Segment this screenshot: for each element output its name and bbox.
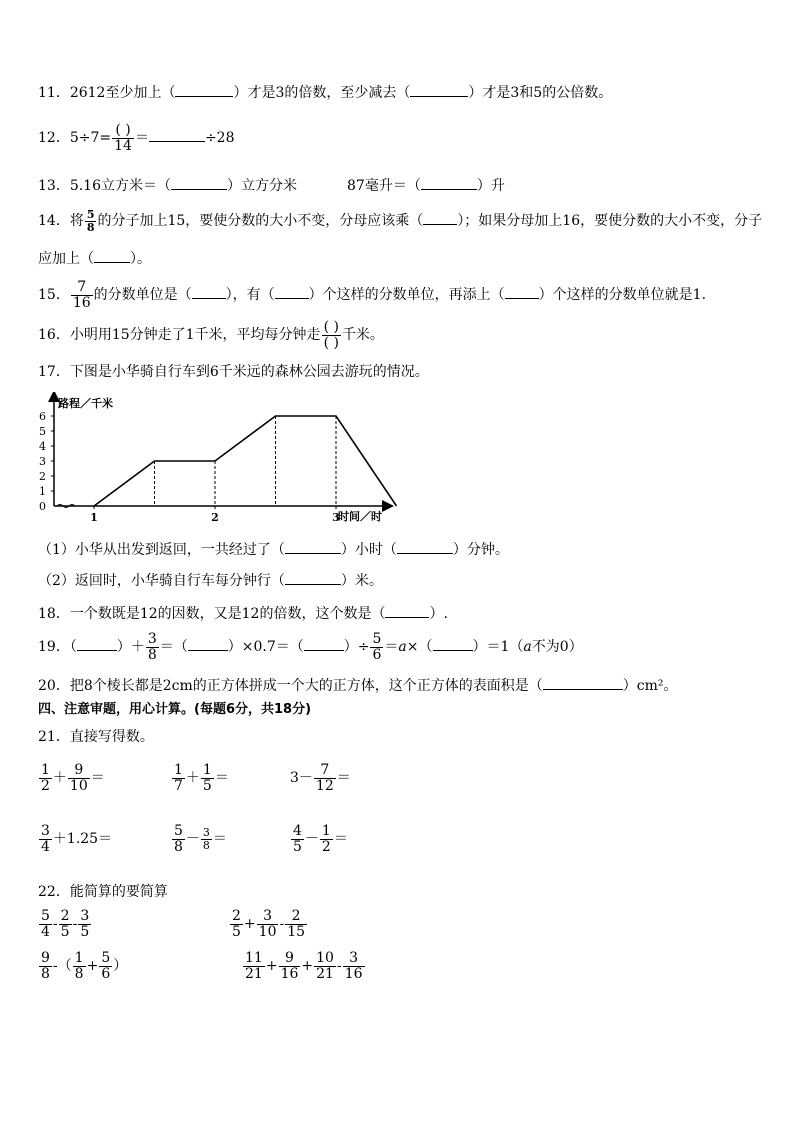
- answer-blank[interactable]: [192, 284, 226, 299]
- fraction: $\frac{( )}{14}$: [114, 121, 132, 154]
- answer-blank[interactable]: [77, 636, 117, 651]
- calc-expression: $\frac{1}{2}$ ＋ $\frac{9}{10}$ ＝: [41, 762, 105, 794]
- fraction: $\frac{3}{8}$: [147, 630, 157, 663]
- simplify-expression: $\frac{5}{4}$ - $\frac{2}{5}$ - $\frac{3}{5}$: [41, 908, 90, 940]
- question-19: 19．（ ）＋ $\frac{3}{8}$ ＝（ ）×0.7＝（ ）÷ $\frac{5}{6}$ ＝a×（ ）＝1（a不为0）: [38, 630, 583, 663]
- answer-blank[interactable]: [275, 284, 309, 299]
- calc-expression: 3－ $\frac{7}{12}$ ＝: [290, 762, 351, 794]
- y-tick-label: 4: [39, 440, 46, 453]
- y-tick-label: 6: [39, 410, 46, 423]
- answer-blank[interactable]: [175, 82, 233, 97]
- question-17-sub2: （2）返回时，小华骑自行车每分钟行（ ）米。: [38, 570, 383, 591]
- question-17-sub1: （1）小华从出发到返回，一共经过了（ ）小时（ ）分钟。: [38, 539, 509, 560]
- answer-blank[interactable]: [433, 636, 473, 651]
- answer-blank[interactable]: [188, 636, 228, 651]
- question-17: 17．下图是小华骑自行车到6千米远的森林公园去游玩的情况。: [38, 364, 429, 380]
- calc-expression: $\frac{5}{8}$ － $\frac{3}{8}$ ＝: [174, 823, 227, 855]
- y-tick-label: 0: [39, 500, 46, 513]
- calc-expression: $\frac{3}{4}$ ＋1.25＝: [41, 823, 113, 855]
- simplify-expression: $\frac{11}{21}$ + $\frac{9}{16}$ + $\frac{10}{21}$ - $\frac{3}{16}$: [245, 950, 363, 982]
- answer-blank[interactable]: [94, 248, 130, 263]
- question-12: 12．5÷7= $\frac{( )}{14}$ ＝ ÷28: [38, 121, 235, 154]
- y-tick-label: 5: [39, 425, 46, 438]
- calc-expression: $\frac{1}{7}$ ＋ $\frac{1}{5}$ ＝: [174, 762, 229, 794]
- section-heading: 四、注意审题，用心计算。(每题6分，共18分): [38, 702, 312, 717]
- question-20: 20．把8个棱长都是2cm的正方体拼成一个大的正方体，这个正方体的表面积是（ ）cm²。: [38, 675, 678, 696]
- question-15: 15． $\frac{7}{16}$ 的分数单位是（ ），有（ ）个这样的分数单位，再添上（ ）个这样的分数单位就是1.: [38, 278, 707, 311]
- fraction: $\frac{5}{6}$: [372, 630, 382, 663]
- y-tick-label: 1: [39, 485, 46, 498]
- fraction: $\frac{( )}{( )}$: [323, 318, 339, 351]
- fraction: $\frac{5}{8}$: [86, 207, 95, 234]
- x-tick-label: 3: [332, 511, 340, 524]
- answer-blank[interactable]: [304, 636, 344, 651]
- answer-blank[interactable]: [285, 570, 341, 585]
- question-14: 14．将 $\frac{5}{8}$ 的分子加上15，要使分数的大小不变，分母应该乘（ ）；如果分母加上16，要使分数的大小不变，分子: [38, 207, 763, 234]
- answer-blank[interactable]: [385, 603, 429, 618]
- simplify-expression: $\frac{9}{8}$ -（ $\frac{1}{8}$ + $\frac{5}{6}$ ）: [41, 950, 128, 982]
- y-axis-label: 路程／千米: [58, 397, 113, 410]
- answer-blank[interactable]: [421, 175, 477, 190]
- question-18: 18．一个数既是12的因数，又是12的倍数，这个数是（ ）.: [38, 603, 448, 624]
- question-11: 11．2612至少加上（ ）才是3的倍数，至少减去（ ）才是3和5的公倍数。: [38, 82, 612, 103]
- question-21: 21．直接写得数。: [38, 729, 154, 745]
- chart-tick-labels: [39, 410, 340, 524]
- distance-time-chart: [36, 392, 406, 527]
- y-tick-label: 3: [39, 455, 46, 468]
- x-tick-label: 2: [211, 511, 219, 524]
- calc-expression: $\frac{4}{5}$ － $\frac{1}{2}$ ＝: [293, 823, 348, 855]
- x-tick-label: 1: [90, 511, 98, 524]
- fraction: $\frac{7}{16}$: [72, 278, 91, 311]
- answer-blank[interactable]: [543, 675, 623, 690]
- x-axis-label: 时间／时: [338, 510, 382, 523]
- question-13: 13．5.16立方米＝（ ）立方分米 87毫升＝（ ）升: [38, 175, 505, 196]
- question-16: 16．小明用15分钟走了1千米，平均每分钟走 $\frac{( )}{( )}$ 千米。: [38, 318, 384, 351]
- simplify-expression: $\frac{2}{5}$ + $\frac{3}{10}$ - $\frac{2}{15}$: [232, 908, 306, 940]
- answer-blank[interactable]: [285, 539, 341, 554]
- answer-blank[interactable]: [397, 539, 453, 554]
- chart-series: [94, 416, 397, 506]
- y-tick-label: 2: [39, 470, 46, 483]
- answer-blank[interactable]: [171, 175, 227, 190]
- answer-blank[interactable]: [149, 127, 205, 142]
- answer-blank[interactable]: [410, 82, 468, 97]
- answer-blank[interactable]: [505, 284, 539, 299]
- distance-line: [94, 416, 397, 506]
- answer-blank[interactable]: [423, 210, 457, 225]
- question-22: 22．能简算的要简算: [38, 884, 168, 900]
- chart-axes: [54, 396, 388, 508]
- question-14-line2: 应加上（ ）。: [38, 248, 151, 269]
